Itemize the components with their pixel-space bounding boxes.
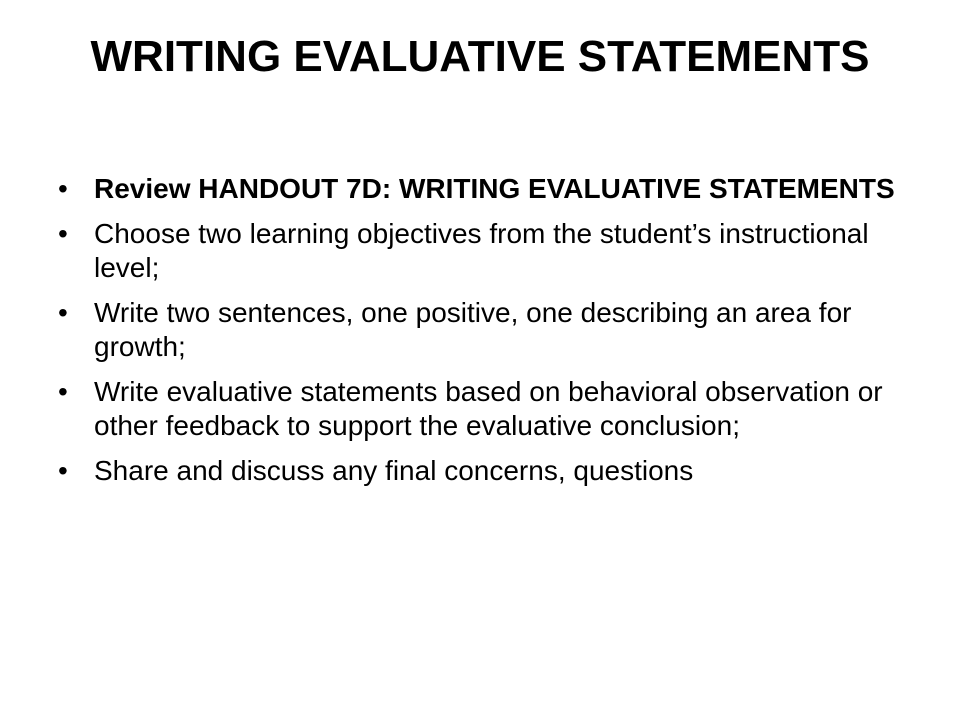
bullet-item (58, 172, 918, 206)
bullet-text: Write two sentences, one positive, one describing an area for growth; (94, 297, 852, 362)
bullet-dot-icon: • (58, 218, 68, 249)
bullet-dot-icon: • (58, 297, 68, 328)
bullet-text: Review HANDOUT 7D: WRITING EVALUATIVE STATEMENTS (94, 173, 895, 204)
bullet-text: Share and discuss any final concerns, questions (94, 455, 694, 486)
slide-title: WRITING EVALUATIVE STATEMENTS (90, 32, 870, 81)
bullet-item (58, 217, 918, 285)
bullet-dot-icon: • (58, 376, 68, 407)
bullet-dot-icon: • (58, 173, 68, 204)
bullet-item (58, 375, 918, 443)
bullet-item (58, 296, 918, 364)
bullet-dot-icon: • (58, 455, 68, 486)
bullet-list (58, 172, 918, 499)
bullet-text: Choose two learning objectives from the student’s instructional level; (94, 218, 869, 283)
bullet-text: Write evaluative statements based on behavioral observation or other feedback to support the evaluative conclusion; (94, 376, 883, 441)
bullet-item (58, 454, 918, 488)
